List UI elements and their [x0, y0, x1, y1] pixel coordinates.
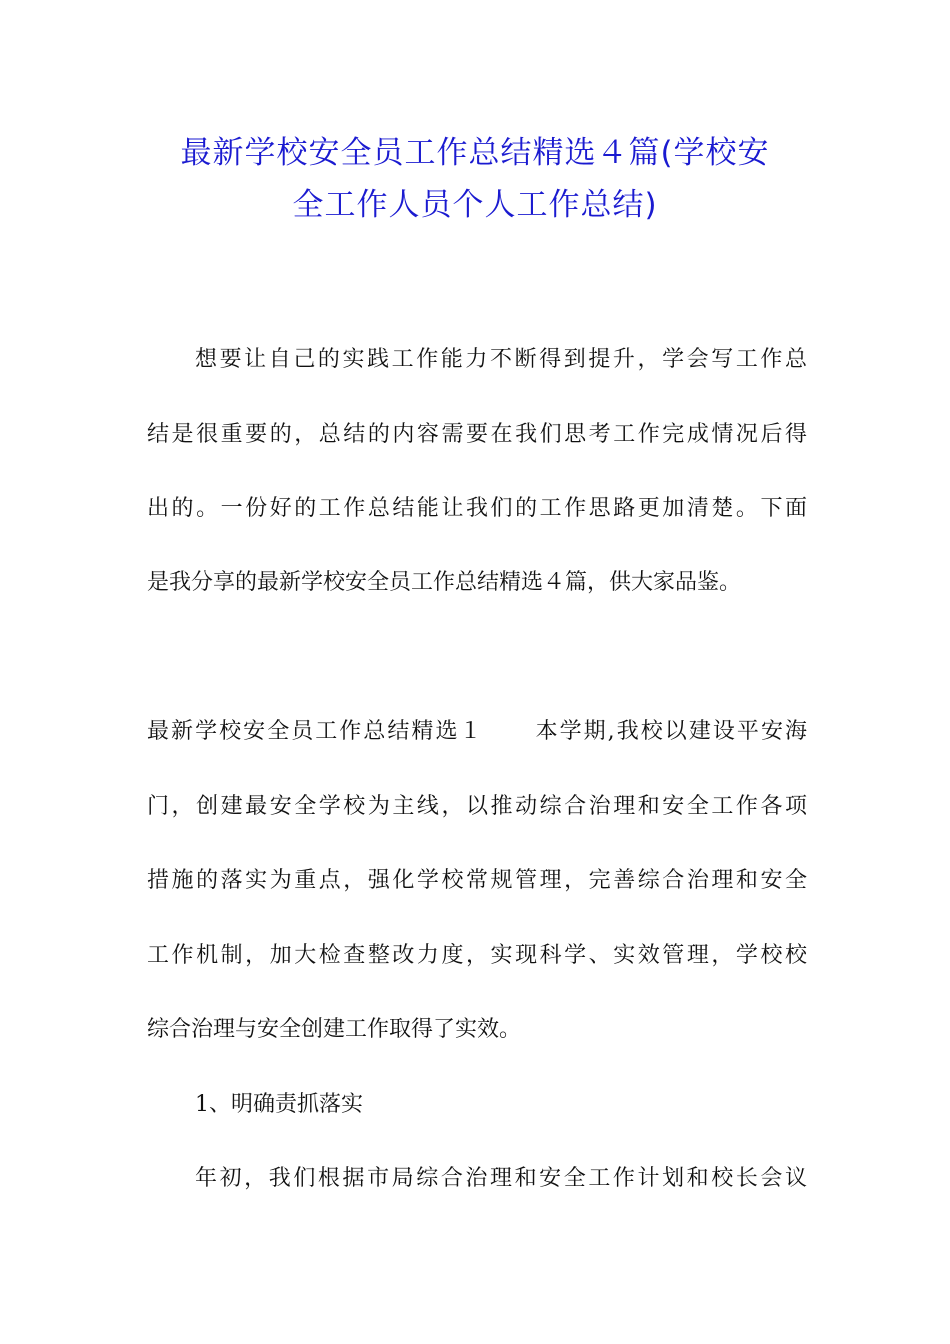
section1-line-2: 门，创建最安全学校为主线，以推动综合治理和安全工作各项: [147, 794, 807, 819]
section1-first-line-text: 本学期,我校以建设平安海: [533, 719, 807, 744]
document-title-line-2: 全工作人员个人工作总结): [292, 187, 658, 223]
section1-line-4: 工作机制，加大检查整改力度，实现科学、实效管理，学校校: [147, 943, 807, 968]
section1-heading: 最新学校安全员工作总结精选１: [147, 719, 484, 744]
section1-line-3: 措施的落实为重点，强化学校常规管理，完善综合治理和安全: [147, 868, 807, 893]
intro-line-2: 结是很重要的，总结的内容需要在我们思考工作完成情况后得: [147, 422, 807, 447]
document-title-line-1: 最新学校安全员工作总结精选４篇(学校安: [180, 135, 770, 171]
item1-heading: 1、明确责抓落实: [195, 1092, 363, 1117]
intro-line-1: 想要让自己的实践工作能力不断得到提升，学会写工作总: [195, 347, 807, 372]
intro-line-4: 是我分享的最新学校安全员工作总结精选４篇，供大家品鉴。: [147, 570, 742, 595]
intro-line-3: 出的。一份好的工作总结能让我们的工作思路更加清楚。下面: [147, 496, 807, 521]
section1-line-5: 综合治理与安全创建工作取得了实效。: [147, 1017, 522, 1042]
section1-first-line: [147, 717, 807, 747]
item1-line-1: 年初，我们根据市局综合治理和安全工作计划和校长会议: [195, 1166, 807, 1191]
